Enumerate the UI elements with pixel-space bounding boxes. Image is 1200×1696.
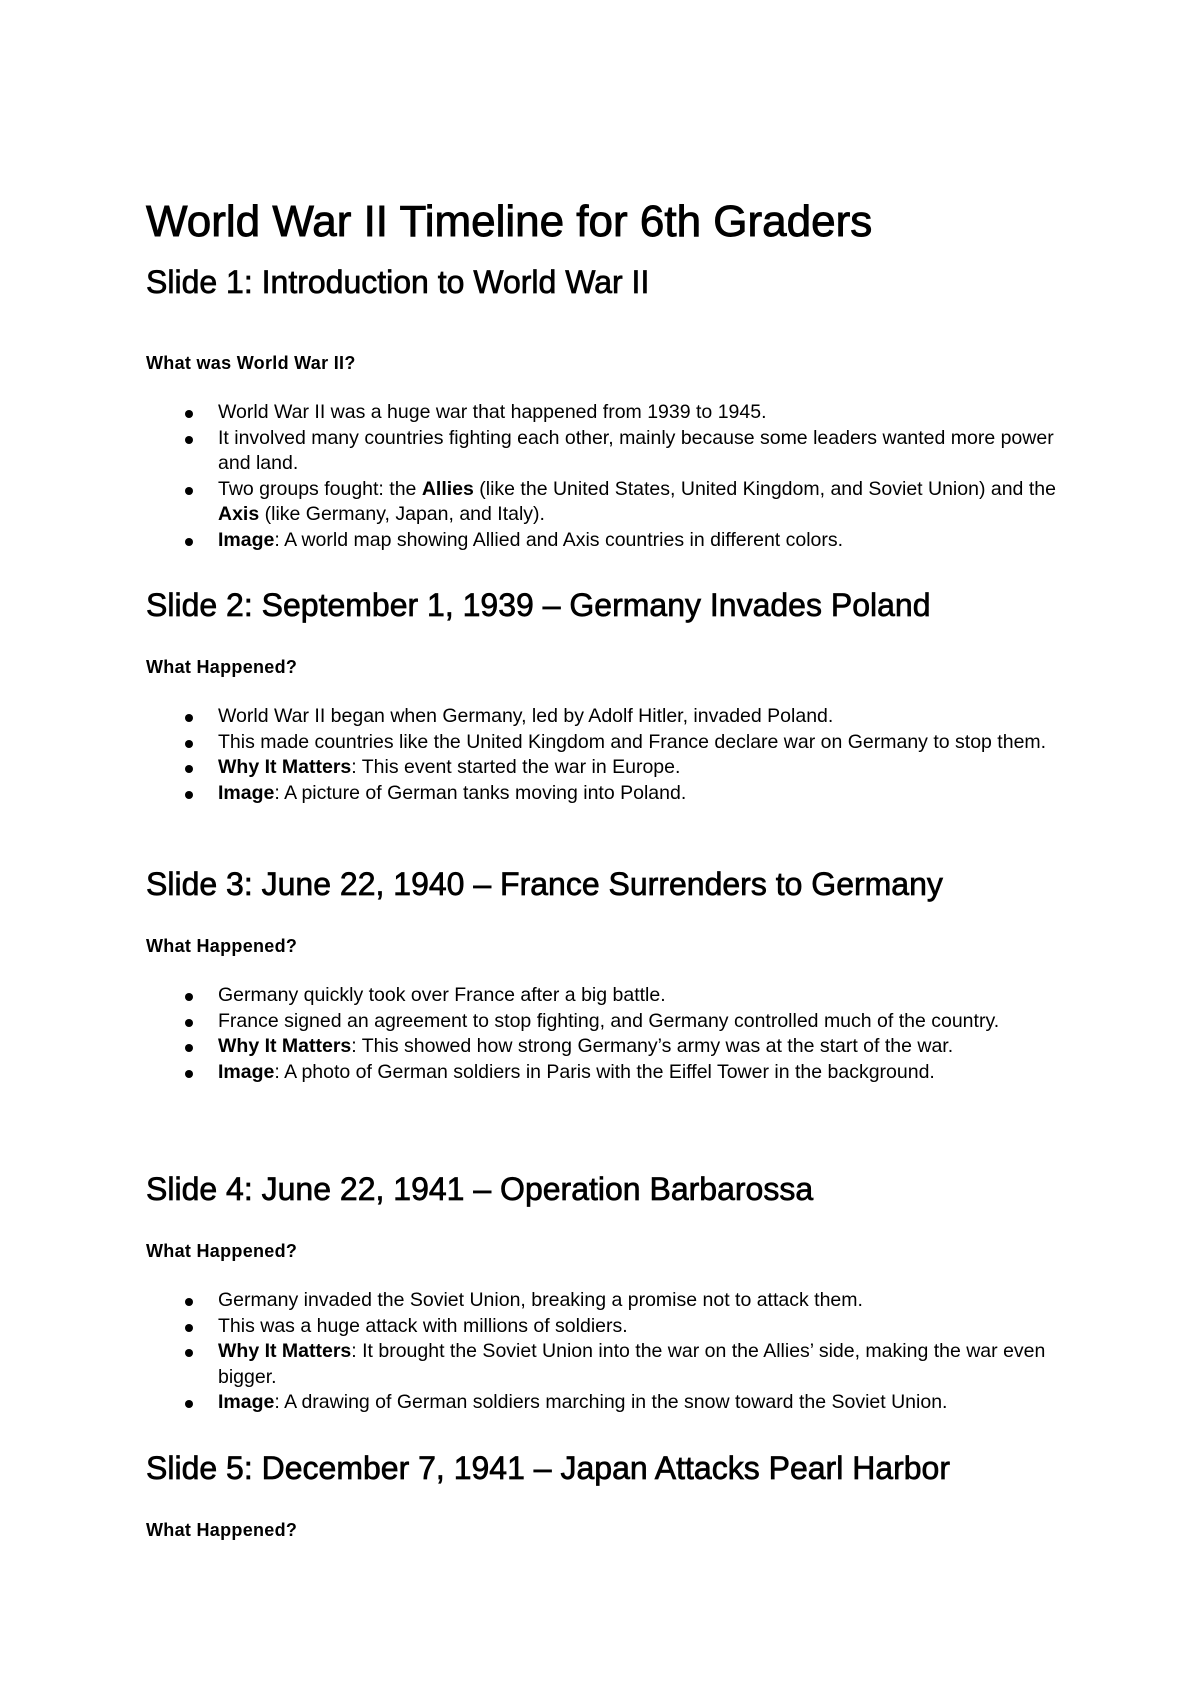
list-item: Two groups fought: the Allies (like the United States, United Kingdom, and Soviet Union) and the Axis (like Germany, Japan, and Italy). (146, 477, 1086, 528)
slide-4-heading: Slide 4: June 22, 1941 – Operation Barbarossa (146, 1171, 814, 1207)
slide-3-bullets (146, 983, 1086, 1085)
list-item: Why It Matters: It brought the Soviet Union into the war on the Allies’ side, making the war even bigger. (146, 1339, 1086, 1390)
list-item: World War II was a huge war that happened from 1939 to 1945. (146, 400, 1086, 426)
slide-2-subheading: What Happened? (146, 657, 298, 677)
list-item: Image: A photo of German soldiers in Paris with the Eiffel Tower in the background. (146, 1060, 1086, 1086)
list-item: Why It Matters: This showed how strong Germany’s army was at the start of the war. (146, 1034, 1086, 1060)
list-item: This made countries like the United Kingdom and France declare war on Germany to stop them. (146, 730, 1086, 756)
list-item: Why It Matters: This event started the war in Europe. (146, 755, 1086, 781)
list-item: World War II began when Germany, led by Adolf Hitler, invaded Poland. (146, 704, 1086, 730)
list-item: Image: A world map showing Allied and Axis countries in different colors. (146, 528, 1086, 554)
slide-2-bullets (146, 704, 1086, 806)
slide-3-heading: Slide 3: June 22, 1940 – France Surrenders to Germany (146, 866, 943, 902)
list-item: Germany quickly took over France after a big battle. (146, 983, 1086, 1009)
list-item: It involved many countries fighting each other, mainly because some leaders wanted more power and land. (146, 426, 1086, 477)
slide-5-heading: Slide 5: December 7, 1941 – Japan Attacks Pearl Harbor (146, 1450, 950, 1486)
slide-5-subheading: What Happened? (146, 1520, 298, 1540)
slide-1-subheading: What was World War II? (146, 353, 356, 373)
page-title: World War II Timeline for 6th Graders (146, 197, 873, 246)
slide-3-subheading: What Happened? (146, 936, 298, 956)
slide-1-bullets (146, 400, 1086, 554)
list-item: Image: A picture of German tanks moving into Poland. (146, 781, 1086, 807)
list-item: Germany invaded the Soviet Union, breaking a promise not to attack them. (146, 1288, 1086, 1314)
slide-1-heading: Slide 1: Introduction to World War II (146, 264, 650, 300)
slide-2-heading: Slide 2: September 1, 1939 – Germany Invades Poland (146, 587, 931, 623)
list-item: This was a huge attack with millions of soldiers. (146, 1314, 1086, 1340)
list-item: Image: A drawing of German soldiers marching in the snow toward the Soviet Union. (146, 1390, 1086, 1416)
slide-4-bullets (146, 1288, 1086, 1416)
slide-4-subheading: What Happened? (146, 1241, 298, 1261)
list-item: France signed an agreement to stop fighting, and Germany controlled much of the country. (146, 1009, 1086, 1035)
